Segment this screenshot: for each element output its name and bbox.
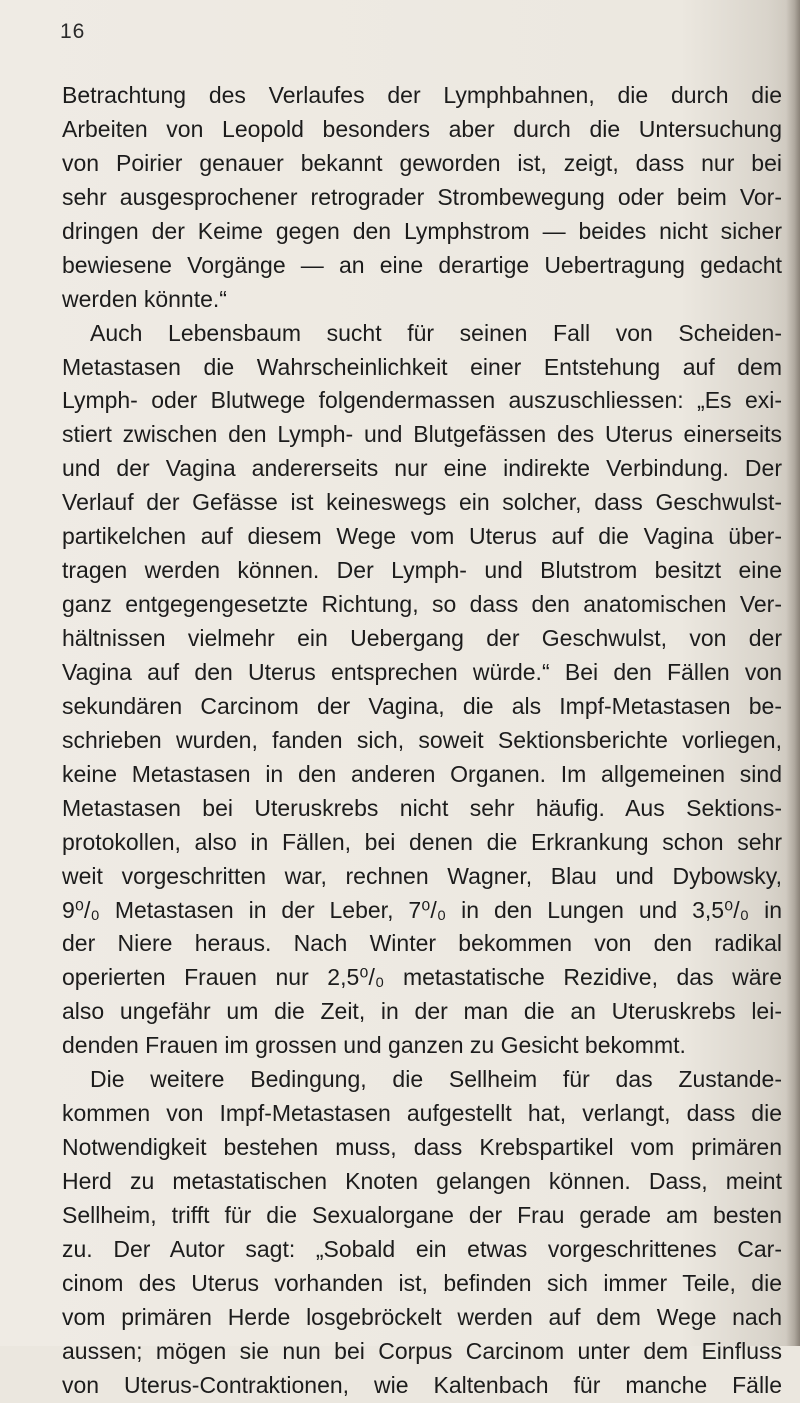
text-line: Metastasen die Wahrscheinlichkeit einer Entstehung auf dem	[62, 353, 782, 380]
text-line: von Uterus-Contraktionen, wie Kaltenbach für manche Fälle	[62, 1371, 782, 1398]
page-edge-shadow	[786, 0, 800, 1346]
text-line: sekundären Carcinom der Vagina, die als Impf-Metastasen be-	[62, 692, 782, 719]
text-line: protokollen, also in Fällen, bei denen die Erkrankung schon sehr	[62, 828, 782, 855]
text-line: cinom des Uterus vorhanden ist, befinden sich immer Teile, die	[62, 1269, 782, 1296]
text-line: partikelchen auf diesem Wege vom Uterus auf die Vagina über-	[62, 523, 782, 550]
text-line: kommen von Impf-Metastasen aufgestellt hat, verlangt, dass die	[62, 1100, 782, 1127]
text-line: Notwendigkeit bestehen muss, dass Krebspartikel vom primären	[62, 1134, 782, 1161]
text-line: Vagina auf den Uterus entsprechen würde.“ Bei den Fällen von	[62, 658, 782, 685]
text-line: schrieben wurden, fanden sich, soweit Sektionsberichte vorliegen,	[62, 726, 782, 753]
text-line: Metastasen bei Uteruskrebs nicht sehr häufig. Aus Sektions-	[62, 794, 782, 821]
text-line: hältnissen vielmehr ein Uebergang der Geschwulst, von der	[62, 625, 782, 651]
text-line: 9⁰/₀ Metastasen in der Leber, 7⁰/₀ in den Lungen und 3,5⁰/₀ in	[62, 896, 782, 923]
text-line: zu. Der Autor sagt: „Sobald ein etwas vorgeschrittenes Car-	[62, 1235, 782, 1262]
page-number: 16	[60, 20, 86, 43]
text-line: von Poirier genauer bekannt geworden ist, zeigt, dass nur bei	[62, 149, 782, 176]
text-line: Lymph- oder Blutwege folgendermassen auszuschliessen: „Es exi-	[62, 387, 782, 414]
text-line: und der Vagina andererseits nur eine indirekte Verbindung. Der	[62, 455, 782, 482]
text-line: Herd zu metastatischen Knoten gelangen können. Dass, meint	[62, 1168, 782, 1194]
text-line: Die weitere Bedingung, die Sellheim für das Zustande-	[90, 1066, 782, 1093]
text-line: denden Frauen im grossen und ganzen zu Gesicht bekommt.	[62, 1032, 686, 1059]
text-line: Arbeiten von Leopold besonders aber durch die Untersuchung	[62, 115, 782, 142]
text-line: aussen; mögen sie nun bei Corpus Carcinom unter dem Einfluss	[62, 1337, 782, 1364]
text-line: stiert zwischen den Lymph- und Blutgefässen des Uterus einerseits	[62, 421, 782, 448]
text-line: weit vorgeschritten war, rechnen Wagner, Blau und Dybowsky,	[62, 862, 782, 889]
text-line: Sellheim, trifft für die Sexualorgane der Frau gerade am besten	[62, 1201, 782, 1228]
text-line: bewiesene Vorgänge — an eine derartige Uebertragung gedacht	[62, 251, 782, 278]
text-line: keine Metastasen in den anderen Organen. Im allgemeinen sind	[62, 760, 782, 787]
text-line: sehr ausgesprochener retrograder Strombewegung oder beim Vor-	[62, 183, 782, 210]
text-line: werden könnte.“	[62, 285, 227, 312]
body-text	[62, 79, 782, 1403]
text-line: Betrachtung des Verlaufes der Lymphbahnen, die durch die	[62, 82, 782, 108]
text-line: also ungefähr um die Zeit, in der man die an Uteruskrebs lei-	[62, 998, 782, 1025]
text-line: tragen werden können. Der Lymph- und Blutstrom besitzt eine	[62, 557, 782, 584]
text-line: dringen der Keime gegen den Lymphstrom — beides nicht sicher	[62, 217, 782, 244]
text-line: der Niere heraus. Nach Winter bekommen von den radikal	[62, 930, 782, 957]
text-line: Verlauf der Gefässe ist keineswegs ein solcher, dass Geschwulst-	[62, 489, 782, 516]
text-line: vom primären Herde losgebröckelt werden auf dem Wege nach	[62, 1303, 782, 1330]
text-line: Auch Lebensbaum sucht für seinen Fall von Scheiden-	[90, 319, 782, 346]
text-line: ganz entgegengesetzte Richtung, so dass den anatomischen Ver-	[62, 591, 782, 618]
text-line: operierten Frauen nur 2,5⁰/₀ metastatische Rezidive, das wäre	[62, 964, 782, 991]
